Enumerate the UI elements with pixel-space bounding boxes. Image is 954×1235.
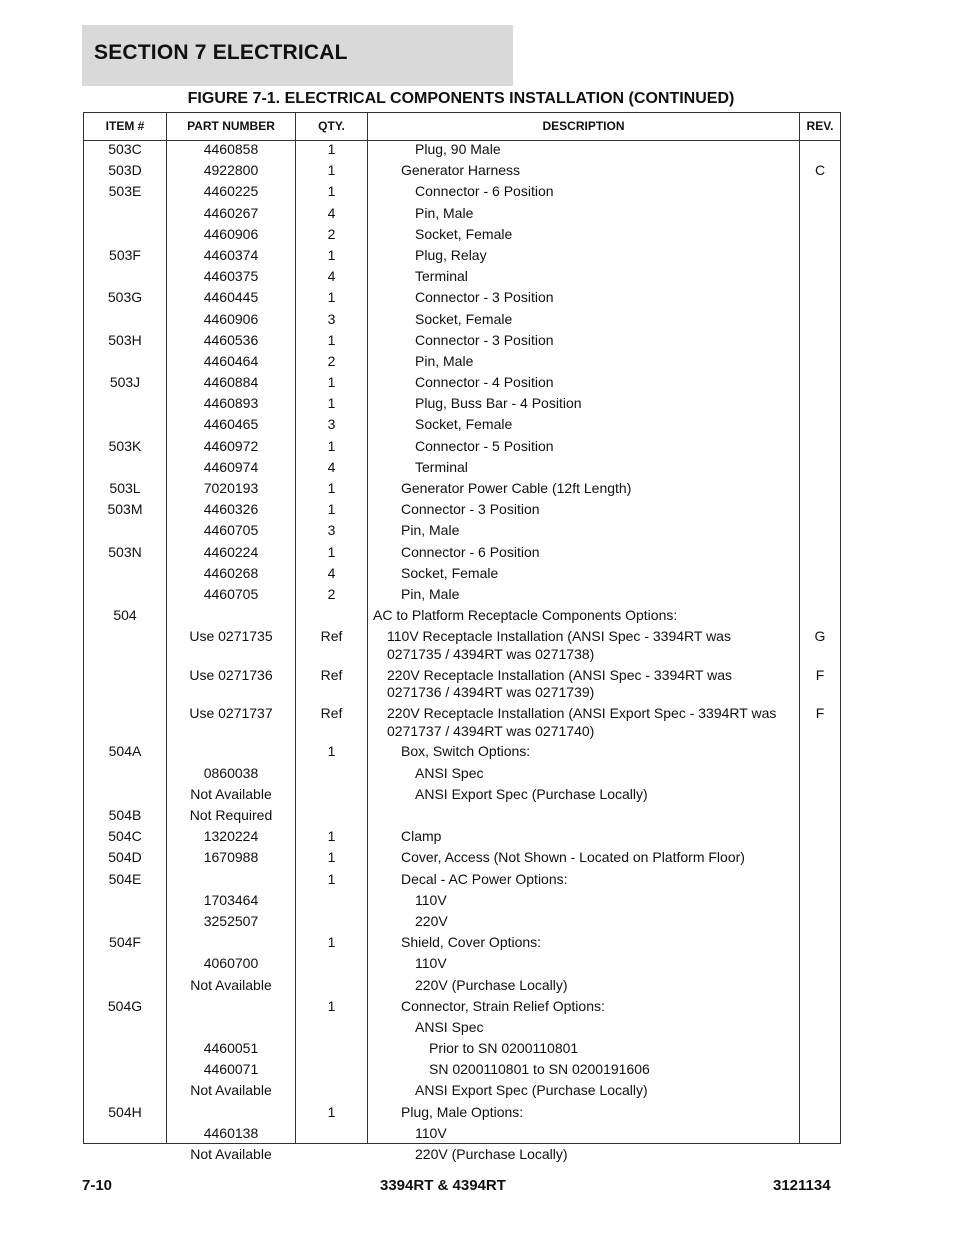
part-number: 4460858 [203, 141, 259, 157]
description: Pin, Male [401, 522, 460, 539]
description: Generator Power Cable (12ft Length) [401, 480, 632, 496]
description: Connector - 4 Position [415, 374, 554, 391]
item-number: 504H [108, 1103, 142, 1120]
figure-title: FIGURE 7-1. ELECTRICAL COMPONENTS INSTALLATION (CONTINUED) [187, 90, 735, 107]
description: AC to Platform Receptacle Components Options: [373, 607, 678, 624]
part-number: 4460268 [203, 564, 259, 581]
part-number: 4460374 [203, 246, 259, 263]
header-rev: REV. [806, 119, 834, 133]
revision: C [814, 162, 826, 179]
description: Socket, Female [415, 310, 513, 327]
item-number: 504F [109, 934, 141, 951]
table-row [84, 997, 840, 1018]
table-row [84, 310, 840, 331]
revision: G [814, 628, 826, 645]
part-number: 1320224 [203, 828, 259, 845]
header-part-number: PART NUMBER [187, 119, 275, 133]
part-number: 4922800 [203, 162, 259, 179]
quantity: 1 [327, 934, 336, 951]
table-row [84, 933, 840, 954]
part-number: 4460893 [203, 395, 259, 412]
table-row [84, 543, 840, 564]
table-row [84, 848, 840, 869]
table-row [84, 891, 840, 912]
section-header [82, 25, 513, 86]
quantity: 2 [327, 352, 336, 369]
quantity: 1 [327, 828, 336, 845]
header-item: ITEM # [105, 119, 145, 133]
description: Plug, Relay [415, 246, 487, 263]
item-number: 504B [108, 807, 142, 824]
table-row [84, 204, 840, 225]
part-number: 4460267 [203, 204, 259, 221]
quantity: 1 [327, 1103, 336, 1120]
description: Connector - 6 Position [401, 543, 540, 560]
quantity: 4 [327, 458, 336, 475]
item-number: 504G [107, 997, 143, 1014]
quantity: 4 [327, 204, 336, 221]
description: Cover, Access (Not Shown - Located on Platform Floor) [401, 849, 745, 866]
description: Clamp [401, 828, 442, 845]
part-number: 4460906 [203, 310, 259, 327]
item-number: 503K [108, 437, 142, 454]
description: ANSI Export Spec (Purchase Locally) [415, 785, 648, 802]
quantity: 2 [327, 225, 336, 242]
part-number: 4460326 [203, 501, 259, 518]
quantity: 4 [327, 268, 336, 285]
table-row [84, 1145, 840, 1166]
quantity: 2 [327, 585, 336, 602]
description: Terminal [415, 458, 468, 475]
quantity: 3 [327, 310, 336, 327]
table-row [84, 1018, 840, 1039]
item-number: 504C [108, 828, 142, 845]
table-row [84, 1081, 840, 1102]
table-row [84, 806, 840, 827]
table-row [84, 225, 840, 246]
part-number: Use 0271735 [189, 628, 273, 645]
description: Socket, Female [401, 564, 499, 581]
quantity: 1 [327, 501, 336, 518]
description: Socket, Female [415, 225, 513, 242]
item-number: 503E [108, 183, 142, 200]
quantity: Ref [320, 705, 343, 722]
part-number: Not Available [190, 1082, 272, 1099]
table-row [84, 352, 840, 373]
quantity: 1 [327, 997, 336, 1014]
item-number: 504A [108, 743, 142, 760]
item-number: 503C [108, 141, 142, 157]
quantity: 1 [327, 141, 336, 157]
table-row [84, 267, 840, 288]
item-number: 503N [108, 543, 142, 560]
item-number: 504 [113, 607, 137, 624]
description: Connector - 5 Position [415, 437, 554, 454]
item-number: 503H [108, 331, 142, 348]
table-row [84, 1103, 840, 1124]
description: Box, Switch Options: [401, 743, 531, 760]
item-number: 503J [109, 374, 141, 391]
quantity: 3 [327, 522, 336, 539]
table-row [84, 394, 840, 415]
quantity: 1 [327, 870, 336, 887]
part-number: 7020193 [203, 480, 259, 496]
quantity: 1 [327, 849, 336, 866]
part-number: 3252507 [203, 912, 259, 929]
page-number: 7-10 [82, 1177, 113, 1194]
description: ANSI Spec [415, 1018, 484, 1035]
table-header [84, 113, 840, 141]
table-row [84, 742, 840, 763]
description: 220V (Purchase Locally) [415, 976, 568, 993]
description: Connector - 3 Position [415, 331, 554, 348]
description: Plug, Buss Bar - 4 Position [415, 395, 582, 412]
quantity: 1 [327, 246, 336, 263]
header-qty: QTY. [318, 119, 345, 133]
item-number: 503F [109, 246, 141, 263]
item-number: 503M [107, 501, 143, 518]
quantity: 1 [327, 289, 336, 306]
description: 110V Receptacle Installation (ANSI Spec - 3394RT was 0271735 / 4394RT was 0271738) [387, 628, 731, 662]
table-row [84, 627, 840, 665]
description: 110V [415, 1124, 447, 1141]
part-number: 4460464 [203, 352, 259, 369]
table-row [84, 666, 840, 704]
parts-table [83, 112, 841, 1163]
quantity: 1 [327, 183, 336, 200]
table-row [84, 1060, 840, 1081]
table-row [84, 912, 840, 933]
description: ANSI Export Spec (Purchase Locally) [415, 1082, 648, 1099]
part-number: 4460465 [203, 416, 259, 433]
part-number: 0860038 [203, 764, 259, 781]
item-number: 504E [108, 870, 142, 887]
description: Pin, Male [415, 204, 474, 221]
description: 220V (Purchase Locally) [415, 1146, 568, 1163]
part-number: 4460705 [203, 585, 259, 602]
quantity: Ref [320, 628, 343, 645]
table-row [84, 161, 840, 182]
part-number: Not Required [189, 807, 273, 824]
item-number: 503L [109, 480, 141, 496]
part-number: Not Available [190, 785, 272, 802]
table-row [84, 437, 840, 458]
table-row [84, 182, 840, 203]
description: 110V [415, 955, 447, 972]
part-number: Not Available [190, 1146, 272, 1163]
revision: F [815, 666, 825, 683]
part-number: 4460884 [203, 374, 259, 391]
quantity: 3 [327, 416, 336, 433]
part-number: 1670988 [203, 849, 259, 866]
table-row [84, 373, 840, 394]
part-number: 4460375 [203, 268, 259, 285]
description: Decal - AC Power Options: [401, 870, 568, 887]
description: Pin, Male [415, 352, 474, 369]
description: Terminal [415, 268, 468, 285]
table-row [84, 331, 840, 352]
description: Pin, Male [401, 585, 460, 602]
description: Connector - 3 Position [401, 501, 540, 518]
part-number: Use 0271736 [189, 666, 273, 683]
description: Prior to SN 0200110801 [429, 1040, 579, 1057]
table-row [84, 246, 840, 267]
quantity: 1 [327, 743, 336, 760]
part-number: 4460445 [203, 289, 259, 306]
header-description: DESCRIPTION [542, 119, 625, 133]
table-row [84, 479, 840, 500]
table-row [84, 785, 840, 806]
description: ANSI Spec [415, 764, 484, 781]
model-name: 3394RT & 4394RT [380, 1177, 506, 1194]
document-number: 3121134 [773, 1177, 831, 1194]
description: 220V [415, 912, 448, 929]
quantity: 1 [327, 480, 336, 496]
table-row [84, 764, 840, 785]
table-row [84, 1039, 840, 1060]
item-number: 504D [108, 849, 142, 866]
table-row [84, 140, 840, 161]
part-number: 4460224 [203, 543, 259, 560]
table-row [84, 870, 840, 891]
description: Plug, Male Options: [401, 1103, 524, 1120]
table-body [84, 140, 840, 1166]
table-row [84, 415, 840, 436]
table-row [84, 521, 840, 542]
table-row [84, 606, 840, 627]
table-row [84, 500, 840, 521]
table-row [84, 827, 840, 848]
part-number: 4460972 [203, 437, 259, 454]
quantity: 1 [327, 331, 336, 348]
quantity: Ref [320, 666, 343, 683]
part-number: 4460974 [203, 458, 259, 475]
quantity: 4 [327, 564, 336, 581]
description: SN 0200110801 to SN 0200191606 [429, 1061, 650, 1078]
description: Socket, Female [415, 416, 513, 433]
item-number: 503G [107, 289, 143, 306]
description: Connector - 6 Position [415, 183, 554, 200]
part-number: 4460051 [203, 1040, 259, 1057]
description: 220V Receptacle Installation (ANSI Spec - 3394RT was 0271736 / 4394RT was 0271739) [387, 666, 733, 701]
table-row [84, 458, 840, 479]
table-row [84, 954, 840, 975]
table-row [84, 704, 840, 742]
quantity: 1 [327, 374, 336, 391]
item-number: 503D [108, 162, 142, 179]
part-number: 4460225 [203, 183, 259, 200]
section-title: SECTION 7 ELECTRICAL [94, 41, 348, 64]
table-row [84, 585, 840, 606]
quantity: 1 [327, 395, 336, 412]
part-number: 4460906 [203, 225, 259, 242]
table-row [84, 1124, 840, 1145]
description: Plug, 90 Male [415, 141, 501, 157]
description: Connector, Strain Relief Options: [401, 997, 605, 1014]
part-number: 4060700 [203, 955, 259, 972]
revision: F [815, 705, 825, 722]
table-row [84, 976, 840, 997]
description: Generator Harness [401, 162, 521, 179]
part-number: 4460536 [203, 331, 259, 348]
part-number: 1703464 [203, 891, 259, 908]
quantity: 1 [327, 162, 336, 179]
part-number: Not Available [190, 976, 272, 993]
description: 110V [415, 891, 447, 908]
description: 220V Receptacle Installation (ANSI Export Spec - 3394RT was 0271737 / 4394RT was 0271740) [387, 705, 777, 739]
description: Connector - 3 Position [415, 289, 554, 306]
table-row [84, 288, 840, 309]
description: Shield, Cover Options: [401, 934, 542, 951]
quantity: 1 [327, 543, 336, 560]
quantity: 1 [327, 437, 336, 454]
part-number: 4460071 [203, 1061, 259, 1078]
part-number: 4460705 [203, 522, 259, 539]
table-row [84, 564, 840, 585]
part-number: 4460138 [203, 1124, 259, 1141]
part-number: Use 0271737 [189, 705, 273, 722]
